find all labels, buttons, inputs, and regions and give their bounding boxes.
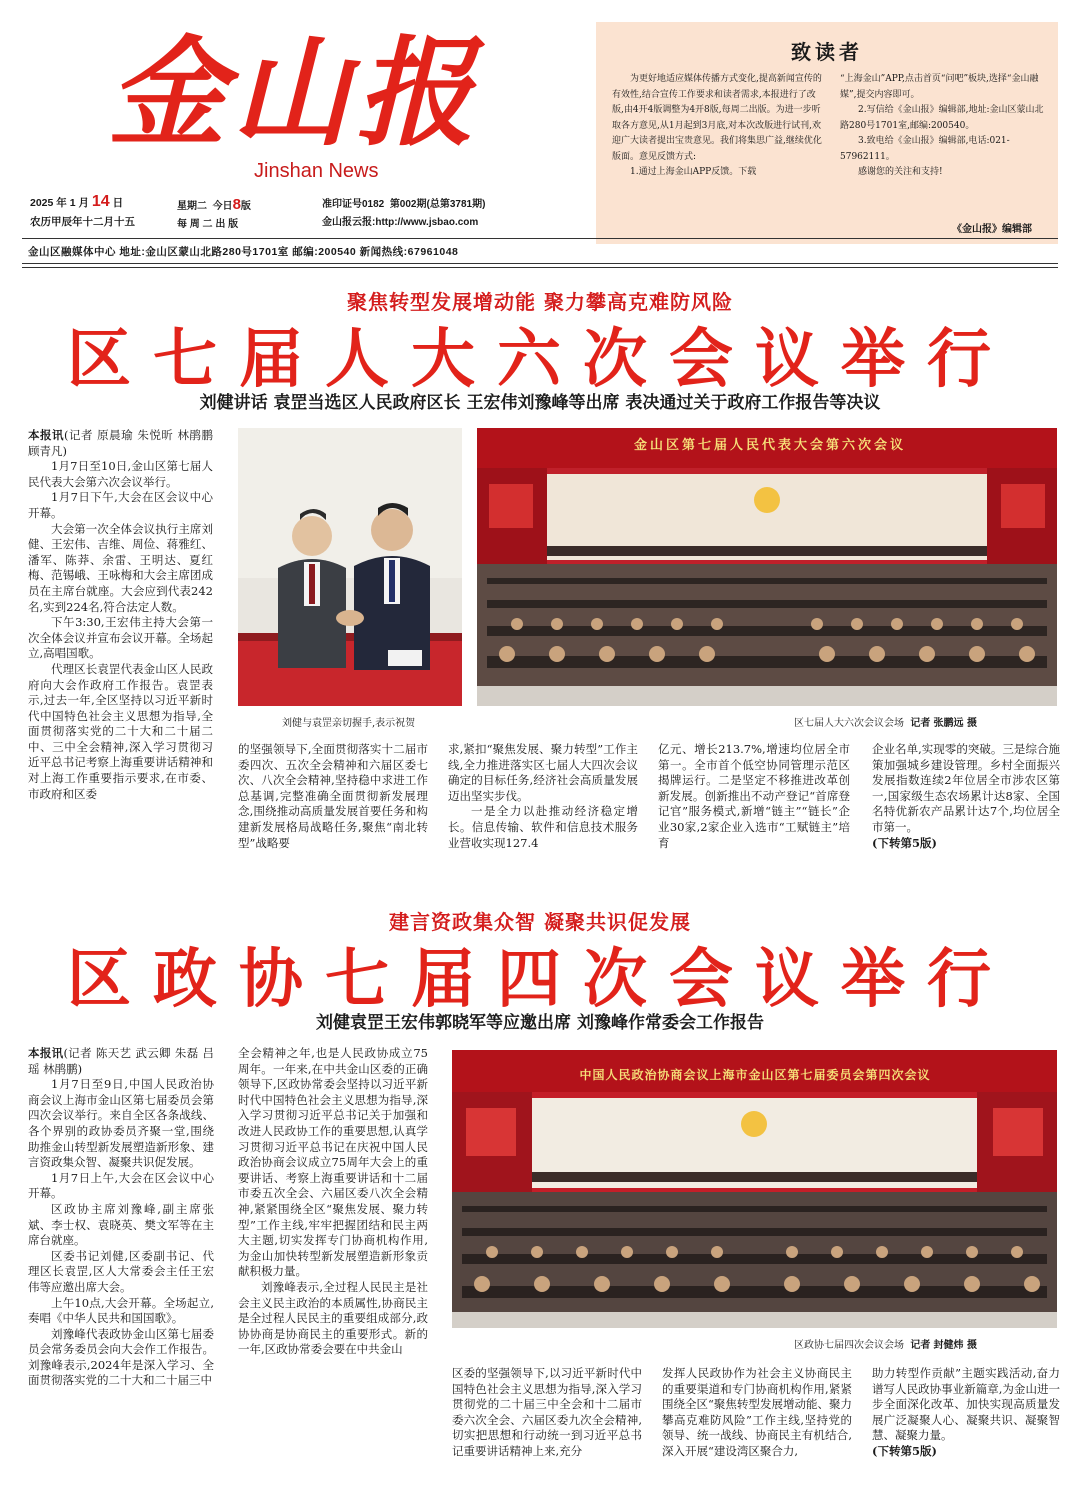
story1-kicker: 聚焦转型发展增动能 聚力攀高克难防风险 xyxy=(347,290,733,314)
story1-column-3: 求,紧扣“聚焦发展、聚力转型”工作主线,全力推进落实区七届人大四次会议确定的目标任务,经济社会高质量发展迈出坚实步伐。 一是全力以赴推动经济稳定增长。信息传输、软件和信息技术服务业营收实现127.4 xyxy=(448,742,638,850)
story2-subhead: 刘健袁罡王宏伟郭晓军等应邀出席 刘豫峰作常委会工作报告 xyxy=(316,1013,764,1033)
story2-column-1: 本报讯(记者 陈天艺 武云卿 朱磊 吕瑶 林鹃鹏) 1月7日至9日,中国人民政治协商会议上海市金山区第七届委员会第四次会议举行。来自全区各条战线、各个界别的政协委员齐聚一堂,围绕助推金山转型新发展塑造新形象、建言资政集众智、凝聚共识促发展。 1月7日上午,大会在区会议中心开幕。 区政协主席刘豫峰,副主席张斌、李士权、袁晓英、樊文军等在主席台就座。 区委书记刘健,区委副书记、代理区长袁罡,区人大常委会主任王宏伟等应邀出席大会。 上午10点,大会开幕。全场起立,奏唱《中华人民共和国国歌》。 刘豫峰代表政协金山区第七届委员会常务委员会向大会作工作报告。刘豫峰表示,2024年是深入学习、全面贯彻落实党的二十大和二十届三中 xyxy=(28,1046,214,1388)
divider xyxy=(22,263,1058,264)
photo3-caption: 区政协七届四次会议会场 记者 封健炜 摄 xyxy=(794,1340,978,1351)
photo2-banner: 金山区第七届人民代表大会第六次会议 xyxy=(633,438,906,453)
story2-column-5: 助力转型作贡献”主题实践活动,奋力谱写人民政协事业新篇章,为金山进一步全面深化改革、加快实现高质量发展广泛凝聚人心、凝聚共识、凝聚智慧、凝聚力量。 (下转第5版) xyxy=(872,1366,1060,1458)
lunar-date: 农历甲辰年十二月十五 xyxy=(30,216,135,228)
story1-column-5: 企业名单,实现零的突破。三是综合施策加强城乡建设管理。乡村全面振兴发展指数连续2年位居全市涉农区第一,国家级生态农场累计达8家、全国名特优新农产品累计达7个,均位居全市第一。 (下转第5版) xyxy=(872,742,1060,850)
photo3-banner: 中国人民政治协商会议上海市金山区第七届委员会第四次会议 xyxy=(579,1068,931,1082)
story1-subhead: 刘健讲话 袁罡当选区人民政府区长 王宏伟刘豫峰等出席 表决通过关于政府工作报告等决议 xyxy=(199,393,881,413)
logo-english: Jinshan News xyxy=(254,160,379,182)
photo-handshake xyxy=(238,428,462,706)
byline: 本报讯(记者 原晨瑜 朱悦昕 林鹃鹏 顾青凡) xyxy=(28,428,213,458)
story1-column-1: 本报讯(记者 原晨瑜 朱悦昕 林鹃鹏 顾青凡) 1月7日至10日,金山区第七届人民代表大会第六次会议举行。 1月7日下午,大会在区会议中心开幕。 大会第一次全体会议执行主席刘健、王宏伟、吉维、周俭、蒋雅红、潘军、陈莽、余雷、王明达、夏红梅、范锡峨、王咏梅和大会主席团成员在主席台就座。大会应到代表242名,实到224名,符合法定人数。 下午3:30,王宏伟主持大会第一次全体会议并宣布会议开幕。全场起立,高唱国歌。 代理区长袁罡代表金山区人民政府向大会作政府工作报告。袁罡表示,过去一年,全区坚持以习近平新时代中国特色社会主义思想为指导,全面贯彻落实党的二十大和二十届二中、三中全会精神,深入学习贯彻习近平总书记考察上海重要讲话精神和对上海工作重要指示要求,在市委、市政府和区委 xyxy=(28,428,213,801)
story2-column-2: 全会精神之年,也是人民政协成立75周年。一年来,在中共金山区委的正确领导下,区政协常委会坚持以习近平新时代中国特色社会主义思想为指导,深入学习贯彻习近平总书记关于加强和改进人民政协工作的重要思想,认真学习贯彻习近平总书记在庆祝中国人民政治协商会议成立75周年大会上的重要讲话、考察上海重要讲话和十二届市委五次全会、六届区委八次全会精神,紧紧围绕全区“聚焦发展、聚力转型”工作主线,牢牢把握团结和民主两大主题,切实发挥专门协商机构作用,为金山加快转型新发展塑造新形象贡献积极力量。 刘豫峰表示,全过程人民民主是社会主义民主政治的本质属性,协商民主是全过程人民民主的重要组成部分,政协协商是协商民主的重要形式。新的一年,区政协常委会要在中共金山 xyxy=(238,1046,428,1357)
logo-text: 金山报 xyxy=(108,23,481,162)
publication-info: 准印证号0182 第002期(总第3781期) 金山报云报:http://www.jsbao.com xyxy=(322,196,485,232)
continued-note: (下转第5版) xyxy=(872,1443,937,1458)
story2-headline: 区政协七届四次会议举行 xyxy=(67,943,1013,1017)
publication-frequency: 每 周 二 出 版 xyxy=(177,219,239,230)
notice-column-right: “上海金山”APP,点击首页“问吧”板块,选择“金山融媒”,提交内容即可。 2.写信给《金山报》编辑部,地址:金山区蒙山北路280号1701室,邮编:200540。 3.致电给《金山报》编辑部,电话:021-57962111。 感谢您的关注和支持! xyxy=(840,74,1044,177)
story2-kicker: 建言资政集众智 凝聚共识促发展 xyxy=(389,910,691,934)
story2-column-4: 发挥人民政协作为社会主义协商民主的重要渠道和专门协商机构作用,紧紧围绕全区“聚焦转型发展增动能、聚力攀高克难防风险”工作主线,坚持党的领导、统一战线、协商民主有机结合,深入开展“建设湾区聚合力, xyxy=(662,1366,852,1458)
website-link: 金山报云报:http://www.jsbao.com xyxy=(322,217,479,228)
story1-column-4: 亿元、增长213.7%,增速均位居全市第一。全市首个低空协同管理示范区揭牌运行。二是坚定不移推进改革创新发展。创新推出不动产登记“首席登记官”服务模式,新增“链主”“链长”企业30家,2家企业入选市“工赋链主”培育 xyxy=(658,742,850,850)
divider xyxy=(22,267,1058,268)
address-line: 金山区融媒体中心 地址:金山区蒙山北路280号1701室 邮编:200540 新闻热线:67961048 xyxy=(28,246,459,258)
weekday-info: 星期二 今日8版 每 周 二 出 版 xyxy=(177,196,251,234)
continued-note: (下转第5版) xyxy=(872,835,937,850)
notice-column-left: 为更好地适应媒体传播方式变化,提高新闻宣传的有效性,结合宣传工作要求和读者需求,本报进行了改版,由4开4版调整为4开8版,每周二出版。为进一步听取各方意见,从1月起到3月底,对本次改版进行试刊,欢迎广大读者提出宝贵意见。我们将集思广益,继续优化版面。意见反馈方式: 1.通过上海金山APP反馈。下载 xyxy=(612,74,822,177)
newspaper-logo xyxy=(108,18,578,168)
notice-signature: 《金山报》编辑部 xyxy=(952,224,1032,235)
masthead xyxy=(22,18,592,243)
photo1-caption: 刘健与袁罡亲切握手,表示祝贺 xyxy=(282,718,416,729)
story1-headline: 区七届人大六次会议举行 xyxy=(67,323,1013,397)
notice-title: 致读者 xyxy=(791,40,863,64)
story2-column-3: 区委的坚强领导下,以习近平新时代中国特色社会主义思想为指导,深入学习贯彻党的二十届三中全会和十二届市委六次全会、六届区委九次全会精神,切实把思想和行动统一到习近平总书记重要讲话精神上来,充分 xyxy=(452,1366,642,1458)
photo-cppcc-hall xyxy=(452,1050,1057,1328)
issue-date: 2025 年 1 月 14 日 xyxy=(30,193,124,210)
reader-notice xyxy=(596,22,1058,244)
byline: 本报讯(记者 陈天艺 武云卿 朱磊 吕瑶 林鹃鹏) xyxy=(28,1046,214,1076)
photo2-caption: 区七届人大六次会议会场 记者 张鹏远 摄 xyxy=(794,718,978,729)
story1-column-2: 的坚强领导下,全面贯彻落实十二届市委四次、五次全会精神和六届区委七次、八次全会精神,坚持稳中求进工作总基调,完整准确全面贯彻新发展理念,围绕推动高质量发展首要任务和构建新发展格局战略任务,聚焦“南北转型”战略要 xyxy=(238,742,428,850)
photo-congress-hall xyxy=(477,428,1057,706)
divider xyxy=(22,238,1058,239)
